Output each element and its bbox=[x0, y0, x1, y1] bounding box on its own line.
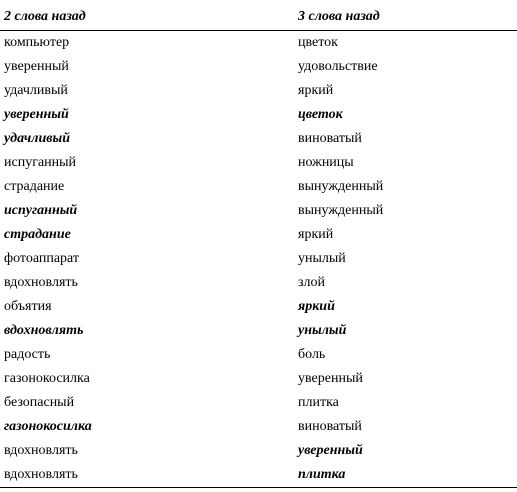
table-row bbox=[0, 79, 517, 103]
table-row bbox=[0, 175, 517, 199]
table-row bbox=[0, 223, 517, 247]
cell-three-back: яркий bbox=[298, 227, 334, 242]
table-row bbox=[0, 199, 517, 223]
cell-two-back: фотоаппарат bbox=[4, 251, 80, 266]
cell-two-back: уверенный bbox=[4, 107, 69, 122]
table-row bbox=[0, 247, 517, 271]
table-header-row bbox=[0, 4, 517, 31]
cell-two-back: вдохновлять bbox=[4, 323, 84, 338]
cell-three-back: плитка bbox=[294, 463, 517, 488]
cell-three-back: цветок bbox=[298, 35, 338, 50]
word-table bbox=[0, 4, 517, 488]
cell-three-back: плитка bbox=[298, 395, 339, 410]
table-row bbox=[0, 415, 517, 439]
cell-two-back: газонокосилка bbox=[4, 419, 92, 434]
cell-two-back: удачливый bbox=[4, 131, 71, 146]
cell-three-back: ножницы bbox=[298, 155, 354, 170]
cell-two-back: радость bbox=[4, 347, 51, 362]
table-row bbox=[0, 151, 517, 175]
cell-two-back: страдание bbox=[4, 179, 65, 194]
header-two-back: 2 слова назад bbox=[0, 4, 294, 31]
table-row bbox=[0, 31, 517, 56]
cell-two-back: страдание bbox=[4, 227, 71, 242]
cell-two-back: удачливый bbox=[4, 83, 68, 98]
cell-three-back: цветок bbox=[298, 107, 343, 122]
cell-three-back: виноватый bbox=[298, 131, 362, 146]
cell-three-back: яркий bbox=[298, 299, 335, 314]
cell-two-back: уверенный bbox=[4, 59, 69, 74]
cell-three-back: злой bbox=[298, 275, 326, 290]
table-row bbox=[0, 439, 517, 463]
cell-three-back: унылый bbox=[298, 251, 346, 266]
table-row bbox=[0, 295, 517, 319]
cell-two-back: вдохновлять bbox=[0, 463, 294, 488]
cell-two-back: вдохновлять bbox=[4, 443, 78, 458]
cell-two-back: объятия bbox=[4, 299, 52, 314]
table-body bbox=[0, 31, 517, 488]
table-row bbox=[0, 319, 517, 343]
cell-three-back: виноватый bbox=[298, 419, 362, 434]
cell-three-back: уверенный bbox=[298, 371, 363, 386]
table-row bbox=[0, 103, 517, 127]
cell-three-back: уверенный bbox=[298, 443, 363, 458]
cell-two-back: испуганный bbox=[4, 203, 78, 218]
cell-three-back: удовольствие bbox=[298, 59, 378, 74]
table-row bbox=[0, 55, 517, 79]
cell-two-back: компьютер bbox=[4, 35, 70, 50]
cell-three-back: вынужденный bbox=[298, 203, 384, 218]
cell-three-back: яркий bbox=[298, 83, 334, 98]
table-row bbox=[0, 127, 517, 151]
table-row bbox=[0, 271, 517, 295]
cell-two-back: вдохновлять bbox=[4, 275, 78, 290]
header-three-back: 3 слова назад bbox=[294, 4, 517, 31]
table-row bbox=[0, 391, 517, 415]
cell-two-back: испуганный bbox=[4, 155, 77, 170]
cell-three-back: боль bbox=[298, 347, 326, 362]
cell-two-back: безопасный bbox=[4, 395, 75, 410]
table-row bbox=[0, 463, 517, 488]
cell-three-back: унылый bbox=[298, 323, 347, 338]
table-row bbox=[0, 343, 517, 367]
table-row bbox=[0, 367, 517, 391]
cell-three-back: вынужденный bbox=[298, 179, 384, 194]
cell-two-back: газонокосилка bbox=[4, 371, 90, 386]
